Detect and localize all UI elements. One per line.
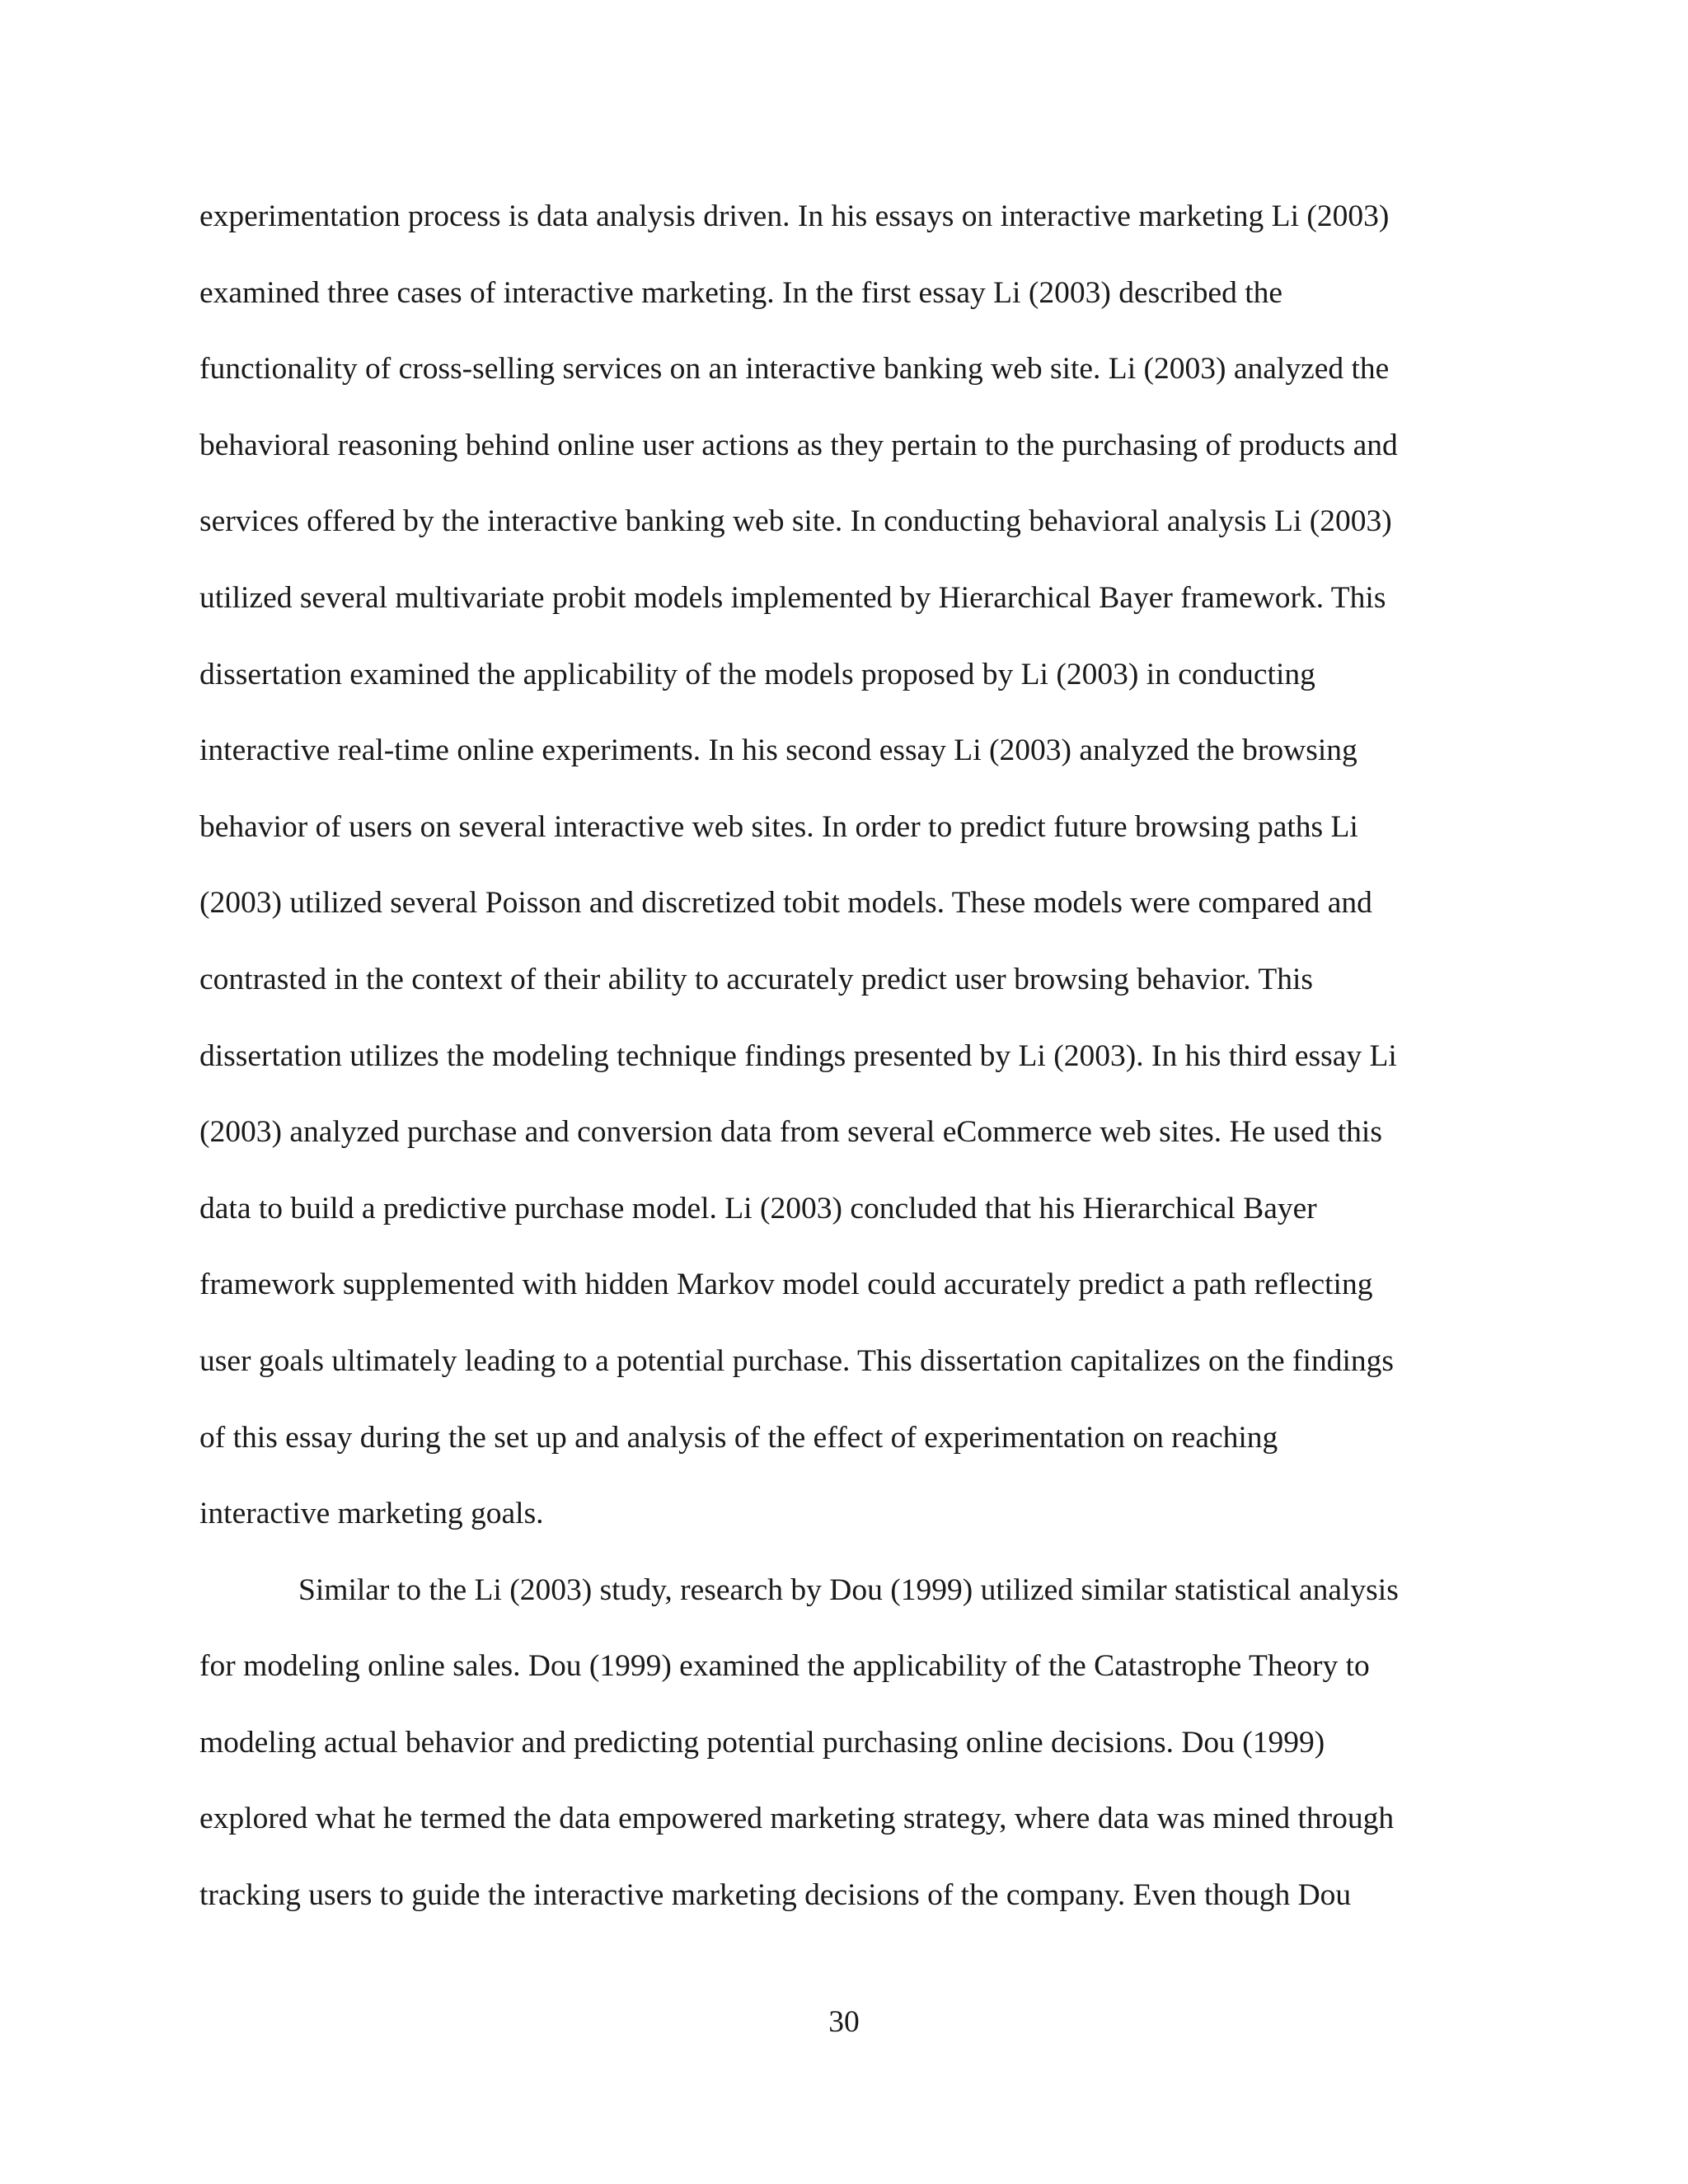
- text-line: dissertation utilizes the modeling technique findings presented by Li (2003). In his third essay Li: [199, 1038, 1397, 1073]
- text-line: experimentation process is data analysis driven. In his essays on interactive marketing Li (2003): [199, 199, 1390, 233]
- text-line: user goals ultimately leading to a potential purchase. This dissertation capitalizes on the findings: [199, 1343, 1394, 1378]
- text-line: explored what he termed the data empowered marketing strategy, where data was mined through: [199, 1802, 1395, 1836]
- text-line: behavioral reasoning behind online user actions as they pertain to the purchasing of products and: [199, 428, 1398, 462]
- text-line: interactive marketing goals.: [199, 1497, 544, 1531]
- text-line: utilized several multivariate probit models implemented by Hierarchical Bayer framework. This: [199, 580, 1386, 615]
- text-line: dissertation examined the applicability of the models proposed by Li (2003) in conducting: [199, 657, 1315, 691]
- text-line: (2003) utilized several Poisson and discretized tobit models. These models were compared and: [199, 886, 1372, 921]
- text-line: interactive real-time online experiments. In his second essay Li (2003) analyzed the browsing: [199, 733, 1357, 768]
- text-line: modeling actual behavior and predicting potential purchasing online decisions. Dou (1999): [199, 1725, 1325, 1760]
- text-line: framework supplemented with hidden Markov model could accurately predict a path reflecting: [199, 1268, 1373, 1302]
- text-line: contrasted in the context of their ability to accurately predict user browsing behavior. This: [199, 962, 1313, 996]
- text-line: behavior of users on several interactive web sites. In order to predict future browsing paths Li: [199, 809, 1358, 844]
- text-line: for modeling online sales. Dou (1999) examined the applicability of the Catastrophe Theory to: [199, 1649, 1370, 1684]
- text-line: functionality of cross-selling services on an interactive banking web site. Li (2003) analyzed the: [199, 352, 1390, 387]
- body-text: [199, 194, 1502, 1949]
- text-line: (2003) analyzed purchase and conversion data from several eCommerce web sites. He used this: [199, 1115, 1382, 1150]
- paragraph-first-line: Similar to the Li (2003) study, research by Dou (1999) utilized similar statistical analysis: [298, 1572, 1399, 1607]
- text-line: tracking users to guide the interactive marketing decisions of the company. Even though Dou: [199, 1878, 1352, 1913]
- text-line: examined three cases of interactive marketing. In the first essay Li (2003) described the: [199, 275, 1283, 310]
- text-line: data to build a predictive purchase model. Li (2003) concluded that his Hierarchical Bayer: [199, 1191, 1317, 1226]
- text-line: of this essay during the set up and analysis of the effect of experimentation on reaching: [199, 1420, 1278, 1455]
- page-number: 30: [828, 2005, 860, 2039]
- text-line: services offered by the interactive banking web site. In conducting behavioral analysis Li (2003): [199, 504, 1392, 539]
